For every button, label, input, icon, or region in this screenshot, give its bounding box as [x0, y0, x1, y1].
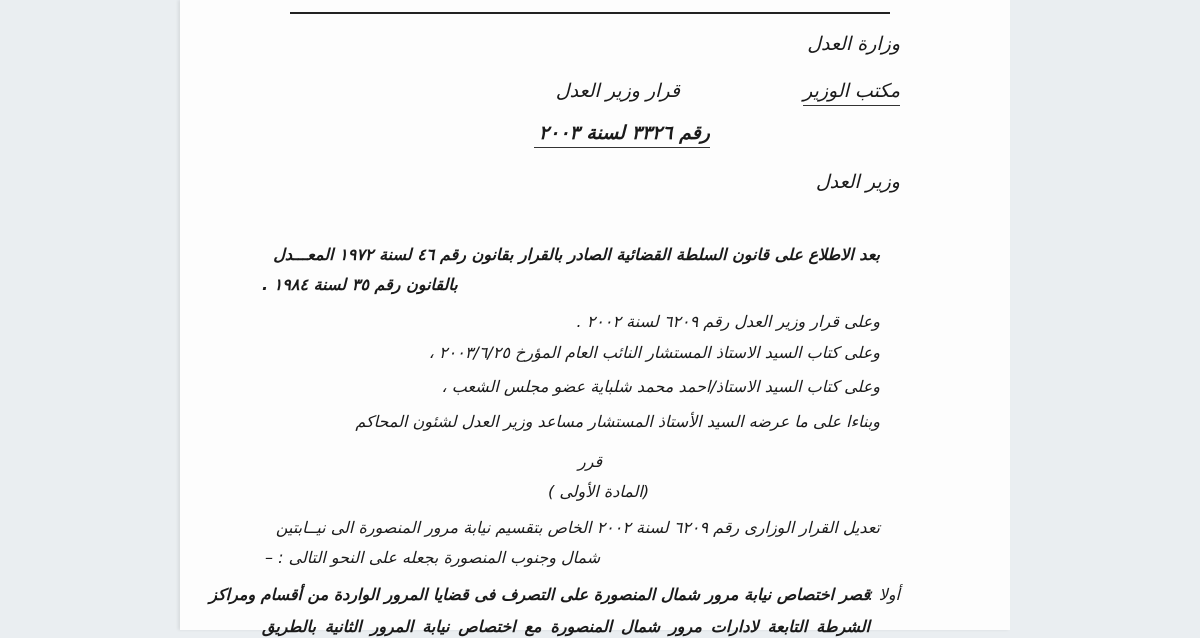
- decided-heading: قرر: [578, 452, 603, 471]
- item-text-continuation: الشرطة التابعة لادارات مرور شمال المنصورة مع اختصاص نيابة المرور الثانية بالطريق: [262, 617, 870, 636]
- item-label: أولا :: [868, 585, 900, 604]
- decree-number: رقم ٣٣٢٦ لسنة ٢٠٠٣: [534, 122, 710, 148]
- top-rule: [290, 12, 890, 14]
- decree-title: قرار وزير العدل: [555, 80, 680, 102]
- item-text: قصر اختصاص نيابة مرور شمال المنصورة على التصرف فى قضايا المرور الواردة من أقسام ومراكز: [209, 585, 870, 604]
- preamble-line: وعلى كتاب السيد الاستاذ المستشار النائب العام المؤرخ ٢٠٠٣/٦/٢٥ ،: [428, 343, 880, 362]
- article-line: تعديل القرار الوزارى رقم ٦٢٠٩ لسنة ٢٠٠٢ الخاص بتقسيم نيابة مرور المنصورة الى نيــابتين: [275, 518, 880, 537]
- ministry-name: وزارة العدل: [807, 33, 900, 55]
- preamble-line: وعلى كتاب السيد الاستاذ/احمد محمد شلباية عضو مجلس الشعب ،: [441, 377, 880, 396]
- article-title: (المادة الأولى ): [548, 482, 650, 501]
- preamble-line: بعد الاطلاع على قانون السلطة القضائية الصادر بالقرار بقانون رقم ٤٦ لسنة ١٩٧٢ المعـــدل: [273, 245, 880, 264]
- preamble-line: وعلى قرار وزير العدل رقم ٦٢٠٩ لسنة ٢٠٠٢ .: [576, 312, 880, 331]
- article-line: شمال وجنوب المنصورة بجعله على النحو التالى : –: [265, 548, 601, 567]
- preamble-line: وبناءا على ما عرضه السيد الأستاذ المستشار مساعد وزير العدل لشئون المحاكم: [355, 412, 880, 431]
- issuer: وزير العدل: [815, 171, 900, 193]
- office-name: مكتب الوزير: [803, 80, 900, 106]
- preamble-line: بالقانون رقم ٣٥ لسنة ١٩٨٤ .: [262, 275, 458, 294]
